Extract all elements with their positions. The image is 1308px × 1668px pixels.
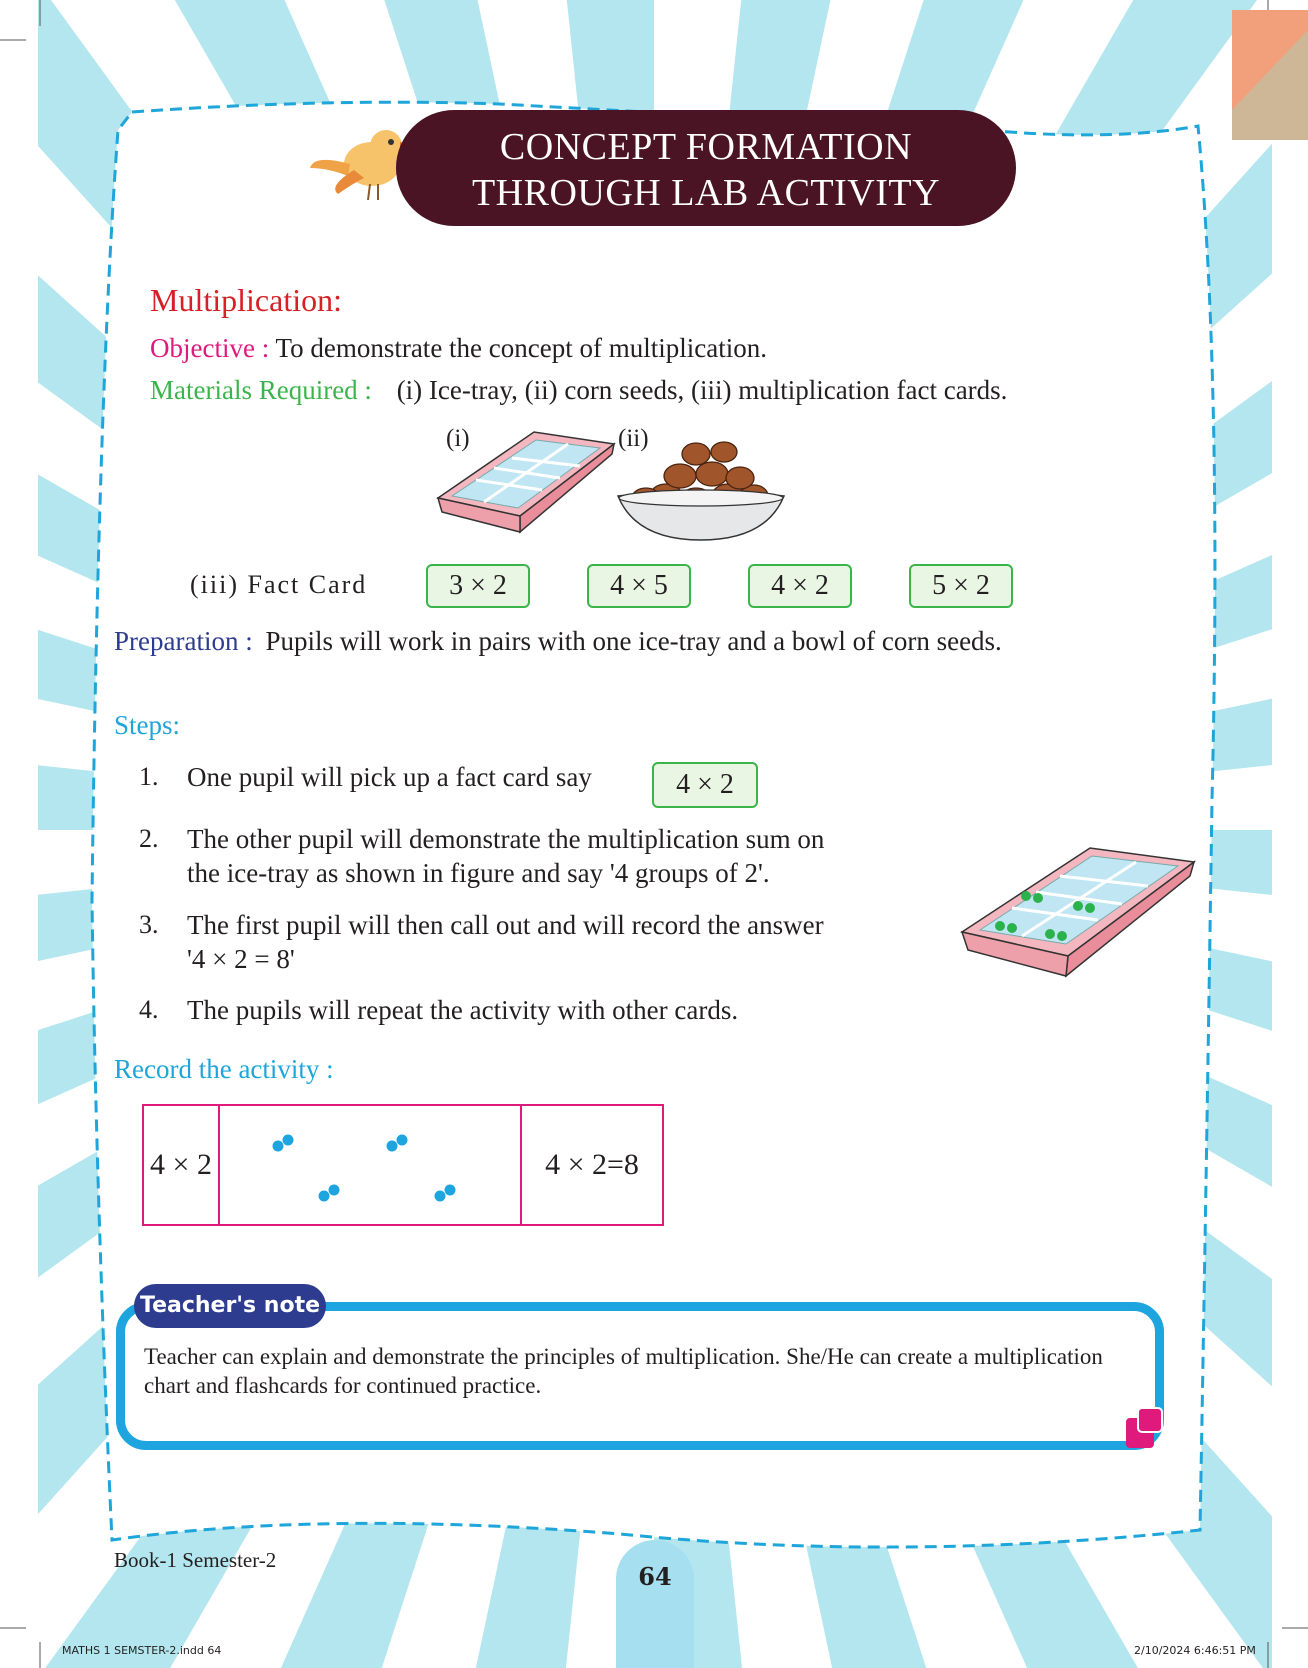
section-title: Multiplication:: [150, 282, 342, 318]
step-text-line: the ice-tray as shown in figure and say '4 groups of 2'.: [187, 858, 770, 888]
materials-text: (i) Ice-tray, (ii) corn seeds, (iii) multiplication fact cards.: [396, 375, 1008, 405]
fact-card: 4 × 5: [587, 564, 691, 608]
figure-label-i: (i): [446, 425, 470, 452]
record-fact-cell: 4 × 2: [144, 1106, 220, 1224]
materials-label: Materials Required :: [150, 375, 372, 405]
step-text-line: The first pupil will then call out and will record the answer: [187, 910, 824, 940]
objective-label: Objective :: [150, 333, 270, 363]
fact-card-label: (iii) Fact Card: [190, 570, 368, 599]
preparation-line: [114, 626, 1002, 657]
step-text: The pupils will repeat the activity with other cards.: [187, 995, 739, 1025]
book-label: Book-1 Semester-2: [114, 1548, 277, 1572]
page-number: 64: [616, 1540, 694, 1668]
corner-tab: [1232, 10, 1308, 140]
step-number: 3.: [139, 910, 159, 939]
preparation-label: Preparation :: [114, 626, 253, 656]
title-banner: [396, 110, 1016, 226]
teacher-note-title: Teacher's note: [134, 1284, 326, 1328]
fact-card: 4 × 2: [748, 564, 852, 608]
step-number: 2.: [139, 824, 159, 853]
banner-line-2: THROUGH LAB ACTIVITY: [471, 172, 941, 214]
ice-tray-image: [436, 428, 616, 534]
step-text-line: '4 × 2 = 8': [187, 944, 295, 974]
step-text-line: The other pupil will demonstrate the multiplication sum on: [187, 824, 825, 854]
record-groups-cell: [220, 1106, 522, 1224]
step-number: 1.: [139, 762, 159, 791]
fact-card: 5 × 2: [909, 564, 1013, 608]
banner-line-1: CONCEPT FORMATION: [499, 126, 913, 168]
step-text: One pupil will pick up a fact card say: [187, 762, 592, 792]
step1-fact-card: 4 × 2: [652, 762, 758, 808]
corn-seeds-bowl-image: [616, 434, 786, 544]
steps-title: Steps:: [114, 710, 181, 740]
fact-card: 3 × 2: [426, 564, 530, 608]
record-answer-cell: 4 × 2=8: [545, 1148, 639, 1181]
ice-tray-with-seeds-image: [960, 844, 1196, 980]
record-title: Record the activity :: [114, 1054, 334, 1084]
record-table: [142, 1104, 664, 1226]
note-corner-ornament: [1122, 1406, 1168, 1452]
teacher-note-text: Teacher can explain and demonstrate the principles of multiplication. She/He can create a multiplication chart and flashcards for continued practice.: [144, 1344, 1103, 1398]
step-number: 4.: [139, 995, 159, 1024]
materials-line: [150, 375, 1007, 406]
preparation-text: Pupils will work in pairs with one ice-tray and a bowl of corn seeds.: [265, 626, 1002, 656]
objective-text: To demonstrate the concept of multiplication.: [275, 333, 767, 363]
print-slug-file: MATHS 1 SEMSTER-2.indd 64: [62, 1644, 222, 1657]
figure-label-ii: (ii): [618, 425, 649, 452]
print-slug-timestamp: 2/10/2024 6:46:51 PM: [1134, 1644, 1256, 1657]
objective-line: [150, 333, 767, 364]
seed-groups-drawing: [220, 1106, 522, 1224]
